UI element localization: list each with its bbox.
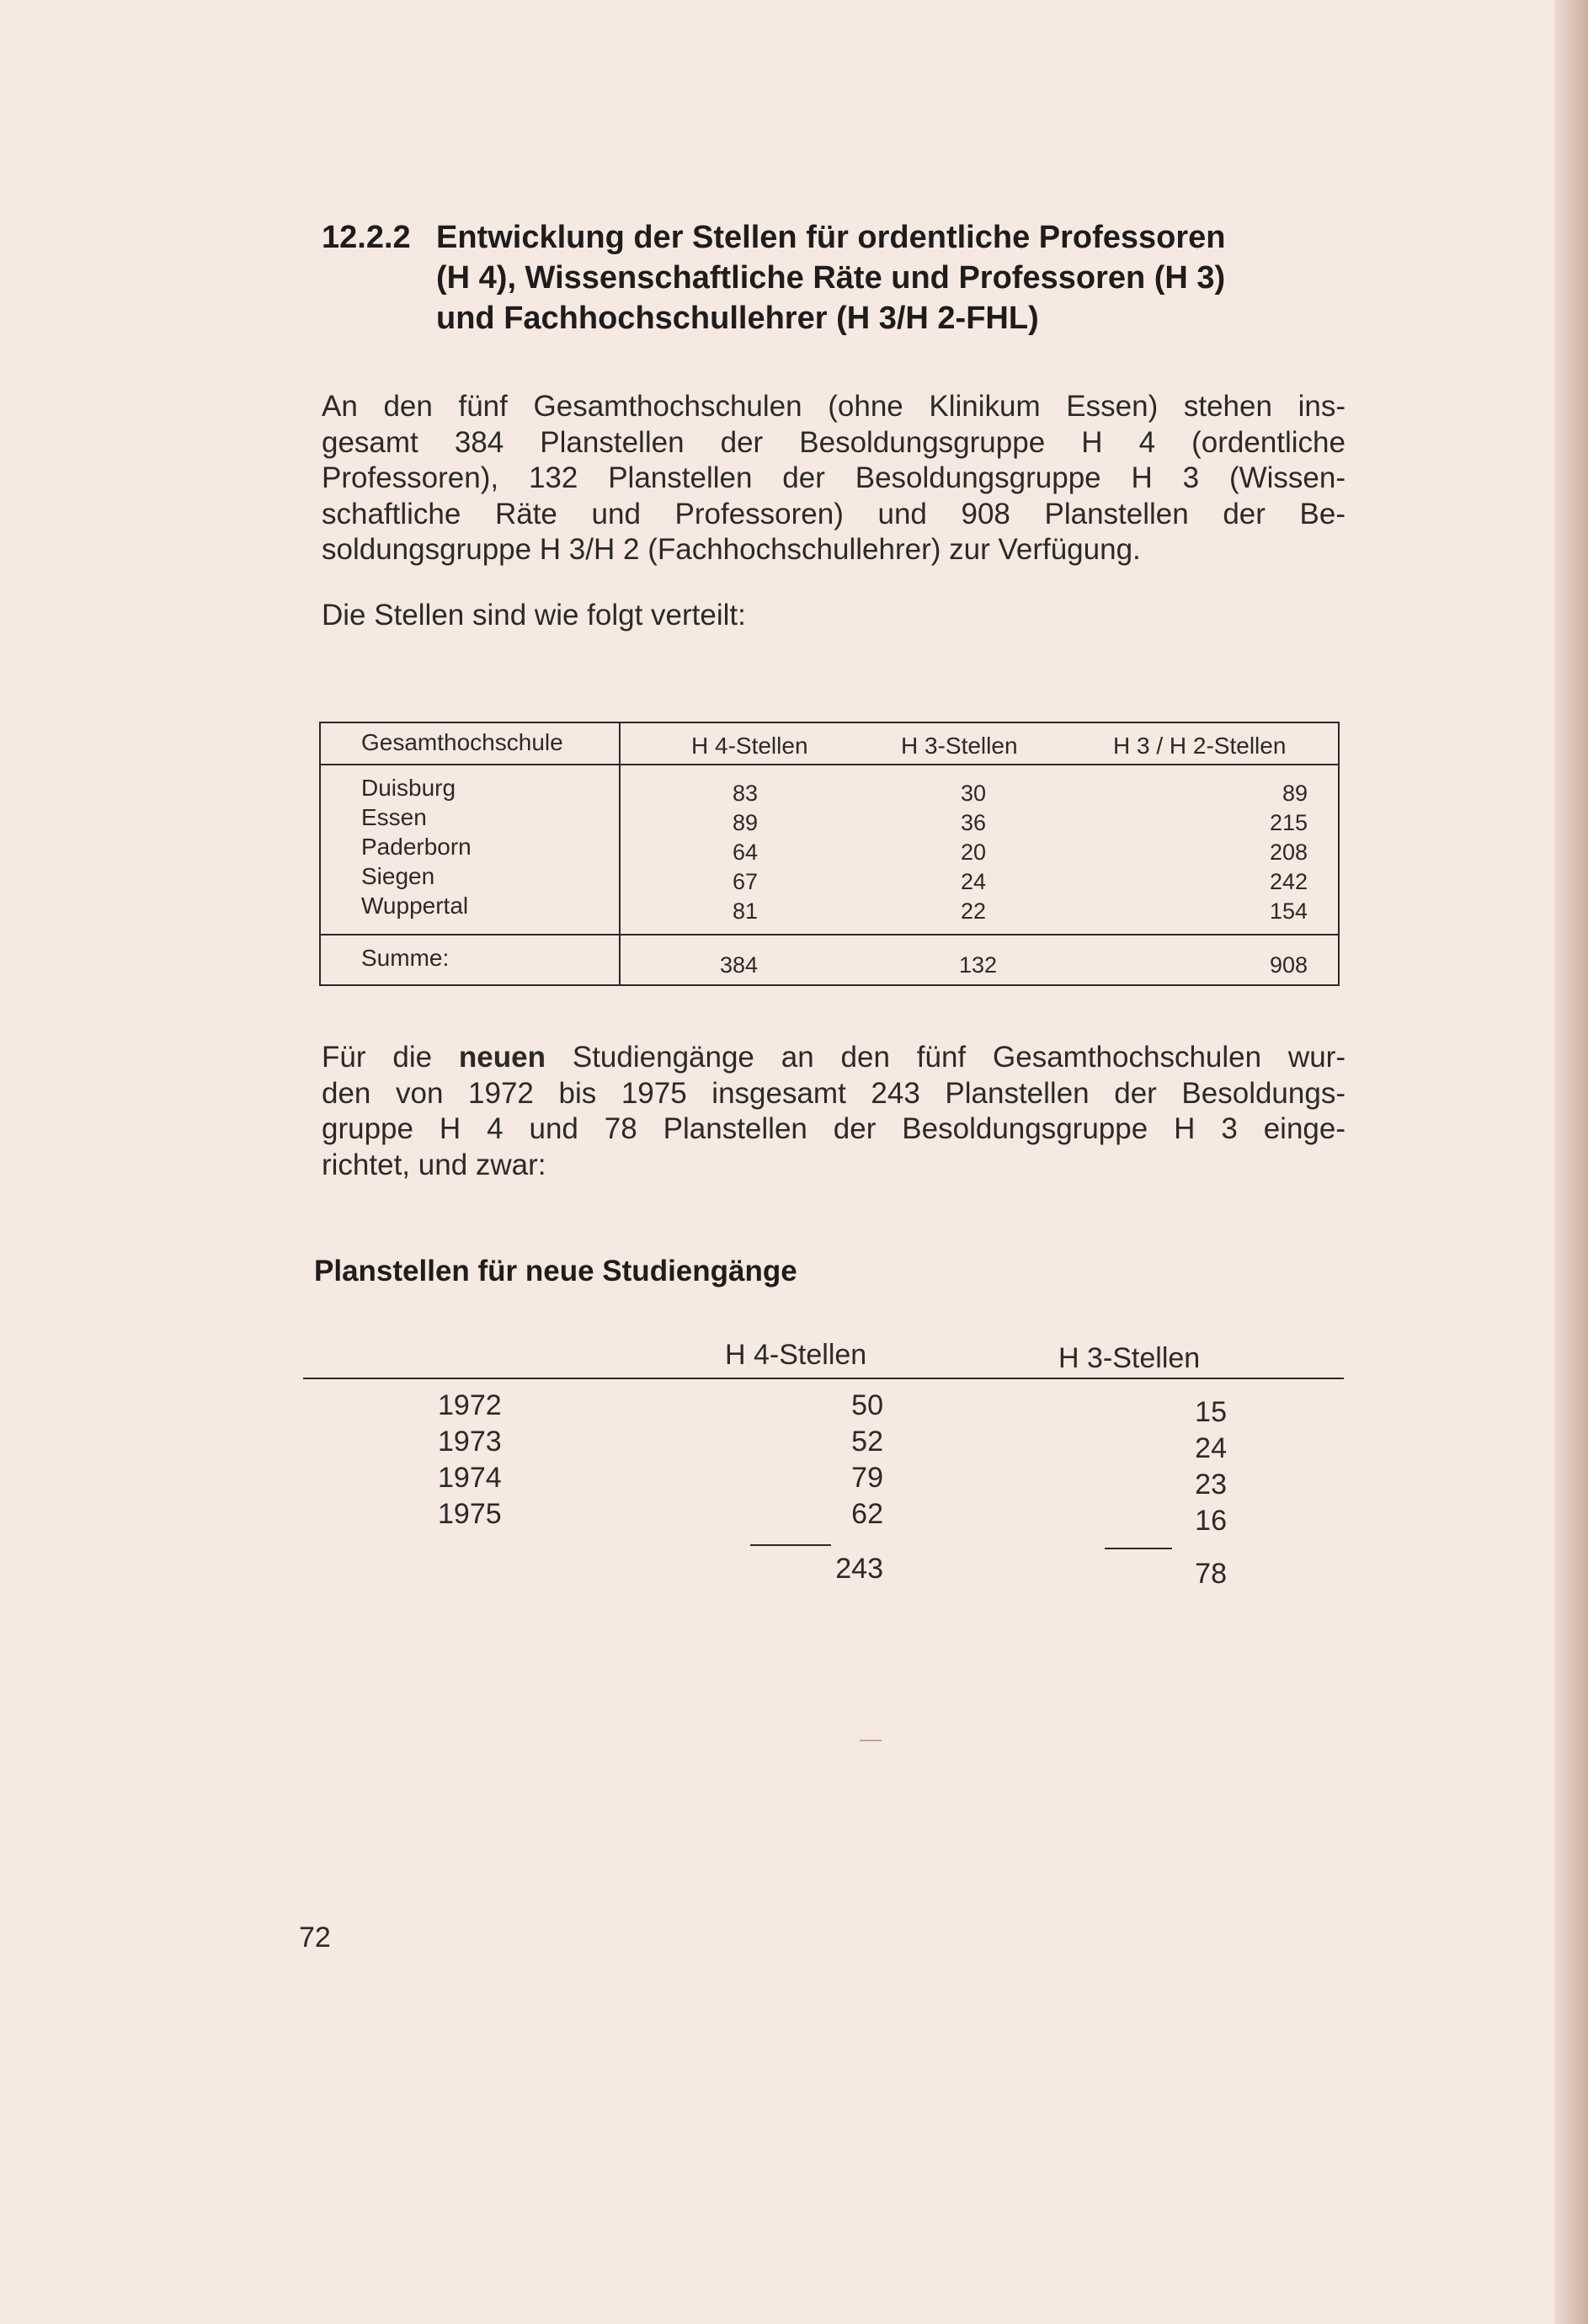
intro-line: Professoren), 132 Planstellen der Besoldungsgruppe H 3 (Wissen- — [322, 461, 1346, 494]
row-h3h2: 89 — [1282, 781, 1308, 806]
sum-label: Summe: — [361, 945, 450, 971]
subheading: Planstellen für neue Studiengänge — [314, 1255, 797, 1287]
total-h4: 243 — [835, 1553, 883, 1585]
row-h3: 23 — [1195, 1468, 1227, 1500]
intro-line: schaftliche Räte und Professoren) und 908 Planstellen der Be- — [322, 497, 1346, 530]
neue-bold-word: neuen — [458, 1041, 546, 1074]
row-h4: 52 — [851, 1426, 883, 1458]
row-name: Siegen — [361, 863, 435, 889]
header-gesamthochschule: Gesamthochschule — [361, 729, 563, 755]
header-h3: H 3-Stellen — [1058, 1342, 1201, 1374]
row-year: 1973 — [438, 1426, 502, 1458]
neue-line-1 — [322, 1040, 1346, 1076]
row-h3: 20 — [960, 840, 986, 865]
row-h4: 81 — [732, 898, 758, 924]
row-year: 1972 — [438, 1389, 502, 1421]
row-h4: 83 — [732, 781, 758, 806]
row-h4: 64 — [732, 840, 758, 865]
section-number: 12.2.2 — [322, 220, 411, 255]
intro-paragraph — [322, 389, 1346, 568]
row-h3: 24 — [1195, 1432, 1227, 1464]
row-h3: 16 — [1195, 1505, 1227, 1537]
row-h3: 36 — [960, 810, 986, 835]
new-programs-paragraph — [322, 1040, 1346, 1183]
distribution-intro-text: Die Stellen sind wie folgt verteilt: — [322, 599, 746, 632]
row-h4: 89 — [732, 810, 758, 835]
page-edge — [1554, 0, 1588, 2324]
table-header-rule — [303, 1378, 1344, 1379]
row-h3: 24 — [960, 869, 986, 894]
neue-line-4: richtet, und zwar: — [322, 1148, 546, 1181]
row-h3h2: 215 — [1269, 810, 1308, 835]
header-h3: H 3-Stellen — [901, 733, 1018, 759]
row-name: Wuppertal — [361, 893, 469, 919]
page-number: 72 — [299, 1922, 331, 1954]
intro-line: soldungsgruppe H 3/H 2 (Fachhochschullehrer) zur Verfügung. — [322, 533, 1141, 566]
row-h3h2: 154 — [1269, 898, 1308, 924]
row-h4: 79 — [851, 1462, 883, 1494]
header-h3h2: H 3 / H 2-Stellen — [1113, 733, 1287, 759]
row-name: Duisburg — [361, 775, 456, 801]
total-h3: 78 — [1195, 1558, 1227, 1590]
row-name: Essen — [361, 804, 427, 830]
heading-line-1: Entwicklung der Stellen für ordentliche Professoren — [436, 220, 1226, 255]
distribution-intro — [322, 598, 1346, 634]
row-h3: 30 — [960, 781, 986, 806]
neue-line-2: den von 1972 bis 1975 insgesamt 243 Planstellen der Besoldungs- — [322, 1076, 1346, 1110]
row-year: 1975 — [438, 1498, 502, 1530]
dash-mark — [860, 1740, 882, 1741]
row-h3h2: 242 — [1269, 869, 1308, 894]
positions-table — [319, 722, 1340, 986]
table-column-divider — [619, 723, 621, 984]
sum-h3h2: 908 — [1269, 952, 1308, 978]
row-h3h2: 208 — [1269, 840, 1308, 865]
new-positions-table — [303, 1330, 1347, 1600]
row-h4: 67 — [732, 869, 758, 894]
intro-line: An den fünf Gesamthochschulen (ohne Klinikum Essen) stehen ins- — [322, 390, 1346, 423]
row-h3: 15 — [1195, 1396, 1227, 1428]
neue-text: Für die — [322, 1041, 433, 1074]
sum-h4: 384 — [719, 952, 758, 978]
row-h4: 50 — [851, 1389, 883, 1421]
row-h4: 62 — [851, 1498, 883, 1530]
table-header-rule — [321, 764, 1338, 765]
neue-text: Studiengänge an den fünf Gesamthochschulen wur- — [572, 1041, 1346, 1074]
h4-sum-line — [750, 1544, 831, 1546]
intro-line: gesamt 384 Planstellen der Besoldungsgruppe H 4 (ordentliche — [322, 425, 1346, 459]
heading-line-2: (H 4), Wissenschaftliche Räte und Professoren (H 3) — [436, 260, 1226, 296]
sum-h3: 132 — [958, 952, 997, 978]
h3-sum-line — [1105, 1548, 1172, 1549]
table-sum-rule — [321, 934, 1338, 935]
header-h4: H 4-Stellen — [725, 1339, 867, 1371]
row-name: Paderborn — [361, 834, 472, 860]
heading-line-3: und Fachhochschullehrer (H 3/H 2-FHL) — [436, 301, 1039, 336]
row-year: 1974 — [438, 1462, 502, 1494]
neue-line-3: gruppe H 4 und 78 Planstellen der Besoldungsgruppe H 3 einge- — [322, 1112, 1346, 1145]
row-h3: 22 — [960, 898, 986, 924]
header-h4: H 4-Stellen — [691, 733, 808, 759]
